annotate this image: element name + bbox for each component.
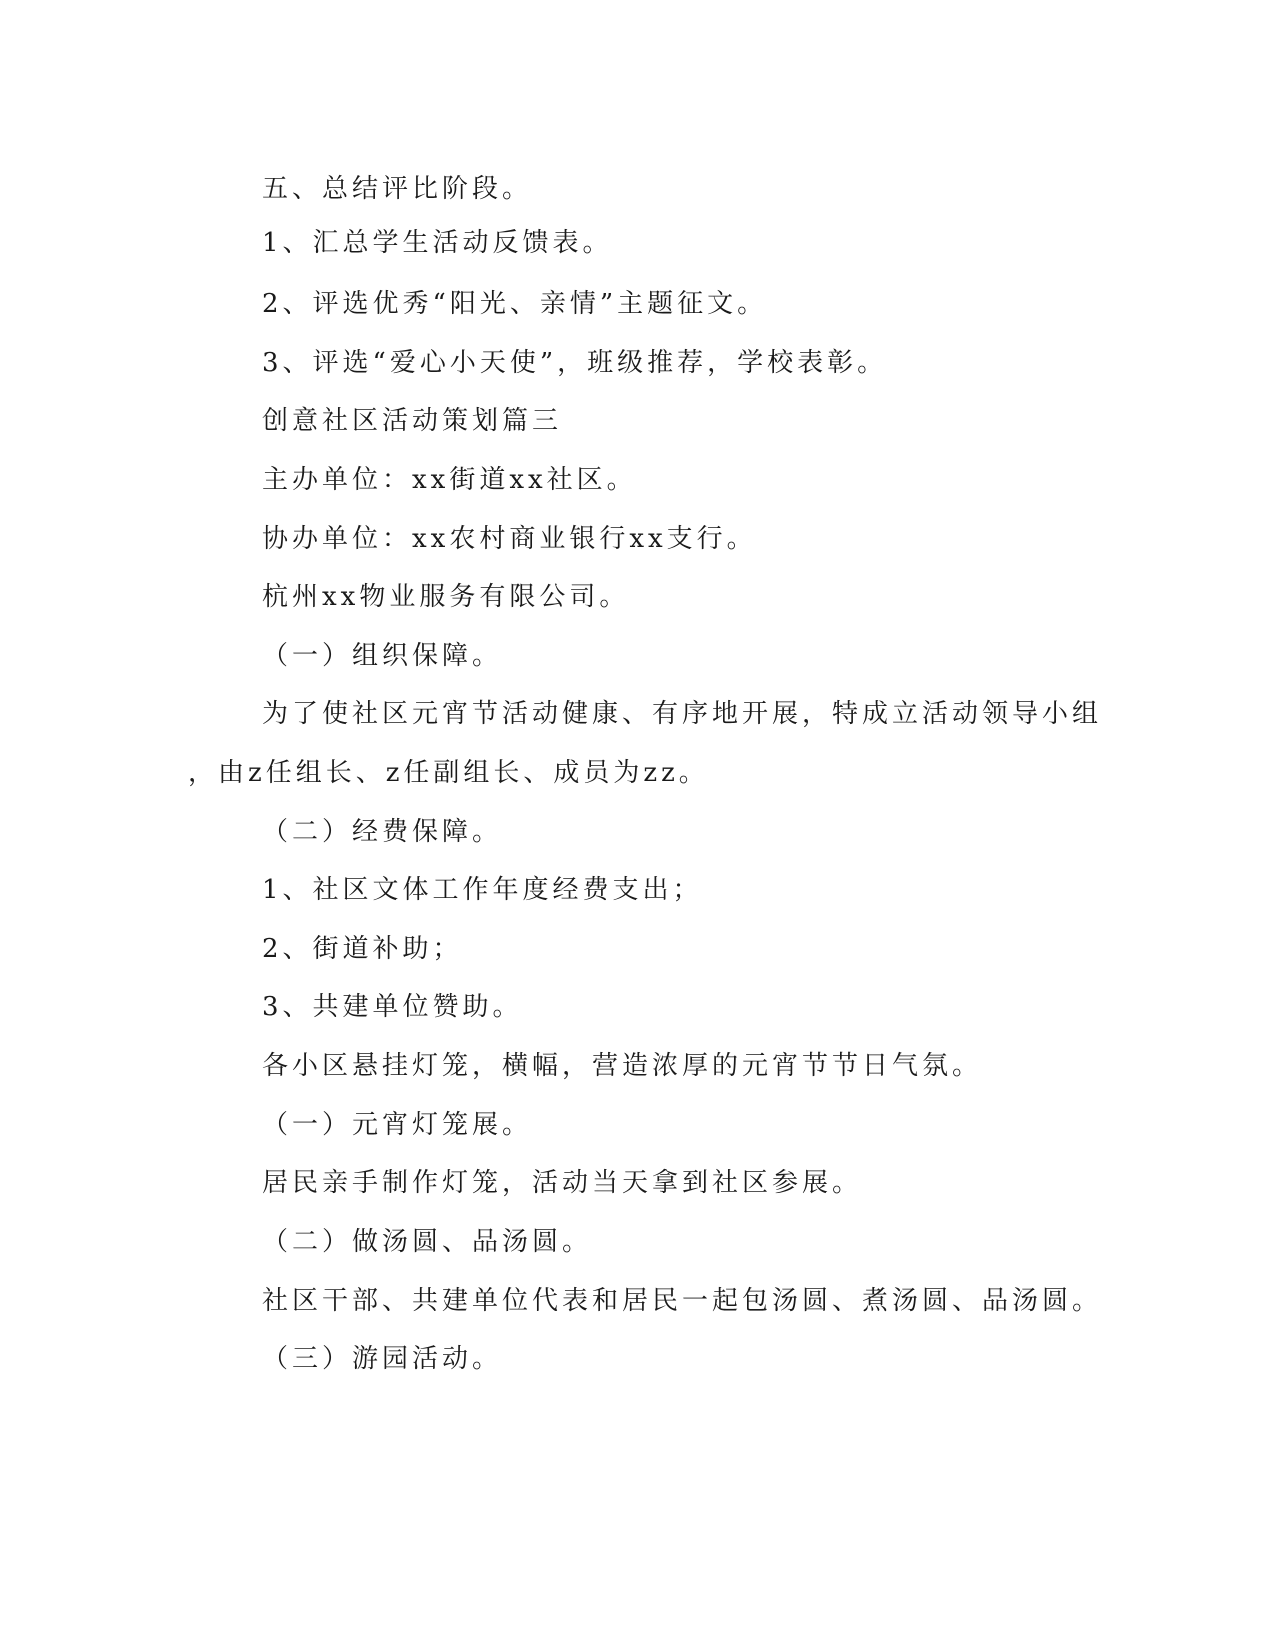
list-item: 2、评选优秀“阳光、亲情”主题征文。 — [262, 289, 768, 319]
list-item: 2、街道补助； — [262, 934, 463, 964]
paragraph-line: 社区干部、共建单位代表和居民一起包汤圆、煮汤圆、品汤圆。 — [262, 1286, 1103, 1316]
paragraph-line: 各小区悬挂灯笼，横幅，营造浓厚的元宵节节日气氛。 — [262, 1051, 983, 1081]
list-item: 1、社区文体工作年度经费支出； — [262, 875, 703, 905]
co-organizer-company: 杭州xx物业服务有限公司。 — [262, 582, 630, 612]
subsection-heading: （二）做汤圆、品汤圆。 — [262, 1227, 593, 1257]
list-item: 3、共建单位赞助。 — [262, 992, 523, 1022]
subsection-heading: （一）组织保障。 — [262, 641, 503, 671]
subsection-heading: （三）游园活动。 — [262, 1344, 503, 1374]
list-item: 3、评选“爱心小天使”，班级推荐，学校表彰。 — [262, 348, 888, 378]
paragraph-line: 为了使社区元宵节活动健康、有序地开展，特成立活动领导小组 — [262, 699, 1103, 729]
subsection-heading: （二）经费保障。 — [262, 817, 503, 847]
article-title: 创意社区活动策划篇三 — [262, 406, 563, 436]
co-organizer-line: 协办单位：xx农村商业银行xx支行。 — [262, 524, 757, 554]
organizer-line: 主办单位：xx街道xx社区。 — [262, 465, 637, 495]
list-item: 1、汇总学生活动反馈表。 — [262, 228, 613, 258]
paragraph-continuation: ，由z任组长、z任副组长、成员为zz。 — [188, 758, 709, 788]
section-heading-summary: 五、总结评比阶段。 — [262, 174, 533, 204]
subsection-heading: （一）元宵灯笼展。 — [262, 1110, 533, 1140]
paragraph-line: 居民亲手制作灯笼，活动当天拿到社区参展。 — [262, 1168, 863, 1198]
